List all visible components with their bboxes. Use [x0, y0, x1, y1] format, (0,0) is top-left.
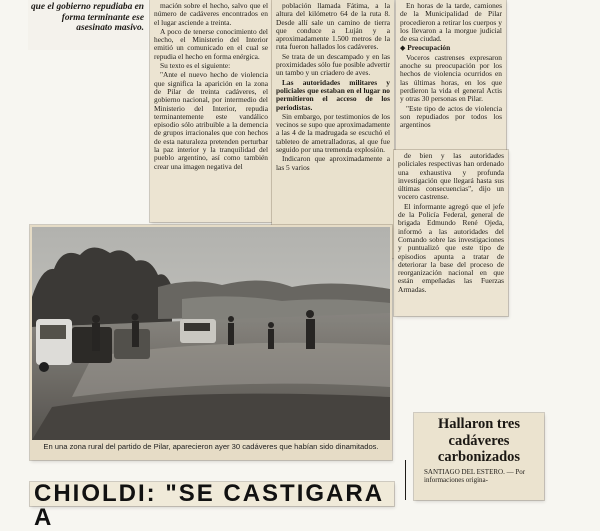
column-3-text — [396, 0, 506, 132]
headline-clipping — [30, 480, 394, 531]
column-paragraph: Su texto es el siguiente: — [160, 61, 231, 71]
column-paragraph: El informante agregó que el jefe de la Policía Federal, general de brigada Edmundo René Ojeda, informó a las autoridades del Comando sobre las investigaciones y puntualizó que este tipo de episodios apunta a tratar de deteriorar la base del proceso de reorganización nacional en que están empeñadas las Fuerzas Armadas. — [398, 201, 504, 294]
column-paragraph: Sin embargo, por testimonios de los vecinos se supo que aproximadamente a las 4 de la madrugada se escuchó el tableteo de ametralladoras, al que fue seguido por una tremenda explosión. — [276, 111, 390, 155]
column-paragraph: "Ante el nuevo hecho de violencia que significa la aparición en la zona de Pilar de treinta cadáveres, el gobierno nacional, por intermedio del Ministerio del Interior, repudia terminantemente este vandálico episodio sólo atribuible a la demencia de grupos irracionales que con hechos de esta naturaleza pretenden perturbar la paz interior y la tranquilidad del pueblo argentino, así como también crear una imagen negativa del — [154, 70, 268, 171]
article-column-1 — [150, 0, 272, 222]
lead-text: que el gobierno repudiaba en forma terminante ese asesinato masivo. — [30, 2, 144, 33]
column-paragraph: de bien y las autoridades policiales respectivas han ordenado una exhaustiva y profunda investigación que llegará hasta sus últimas consecuencias", dijo un vocero castrense. — [398, 151, 504, 202]
column-paragraph: En horas de la tarde, camiones de la Municipalidad de Pilar procedieron a retirar los cuerpos y los llevaron a la morgue judicial de esa ciudad. — [400, 1, 502, 44]
column-paragraph: población llamada Fátima, a la altura del kilómetro 64 de la ruta 8. Desde allí sale un camino de tierra que conduce a Luján y a aproximadamente 1.500 metros de la ruta fueron hallados los cadáveres. — [276, 1, 390, 52]
column-paragraph: Indicaron que aproximadamente a las 5 varios — [276, 154, 390, 172]
column-paragraph: mación sobre el hecho, salvo que el número de cadáveres encontrados en el lugar asciende a treinta. — [154, 1, 268, 27]
article-column-4 — [394, 150, 508, 316]
main-headline: CHIOLDI: "SE CASTIGARA A — [34, 480, 384, 531]
column-1-text — [150, 0, 272, 174]
photo-clipping — [30, 225, 392, 460]
subheading-text: Preocupación — [407, 43, 451, 53]
subheading-preocupacion — [400, 44, 502, 52]
rural-scene-photo — [32, 227, 390, 440]
column-paragraph: "Este tipo de actos de violencia son repudiados por todos los argentinos — [400, 103, 502, 130]
secondary-headline: Hallaron tres cadáveres carbonizados — [437, 416, 521, 465]
secondary-dateline: SANTIAGO DEL ESTERO. — Por informaciones origina- — [424, 467, 526, 484]
column-paragraph: Se trata de un descampado y en las proximidades sólo fue posible advertir un tambo y un criadero de aves. — [276, 51, 390, 78]
column-paragraph: A poco de tenerse conocimiento del hecho, el Ministerio del Interior emitió un comunicado en el cual se repudia el hecho en forma enérgica. — [154, 26, 268, 61]
column-rule — [405, 460, 406, 500]
photo-caption: En una zona rural del partido de Pilar, aparecieron ayer 30 cadáveres que habían sido dinamitados. — [43, 442, 379, 451]
column-paragraph-bold: Las autoridades militares y policiales que estaban en el lugar no permitieron el acceso de los periodistas. — [276, 77, 390, 112]
article-column-2 — [272, 0, 394, 258]
diamond-bullet-icon: ◆ — [400, 44, 406, 53]
secondary-article-clipping — [414, 413, 544, 500]
column-4-text — [394, 150, 508, 297]
lead-clipping — [28, 0, 148, 50]
column-2-text — [272, 0, 394, 175]
column-paragraph: Voceros castrenses expresaron anoche su preocupación por los hechos de violencia ocurridos en las últimas horas, en los que perdieron la vida el general Actis y otras 30 personas en Pilar. — [400, 52, 502, 104]
article-column-3 — [396, 0, 506, 152]
